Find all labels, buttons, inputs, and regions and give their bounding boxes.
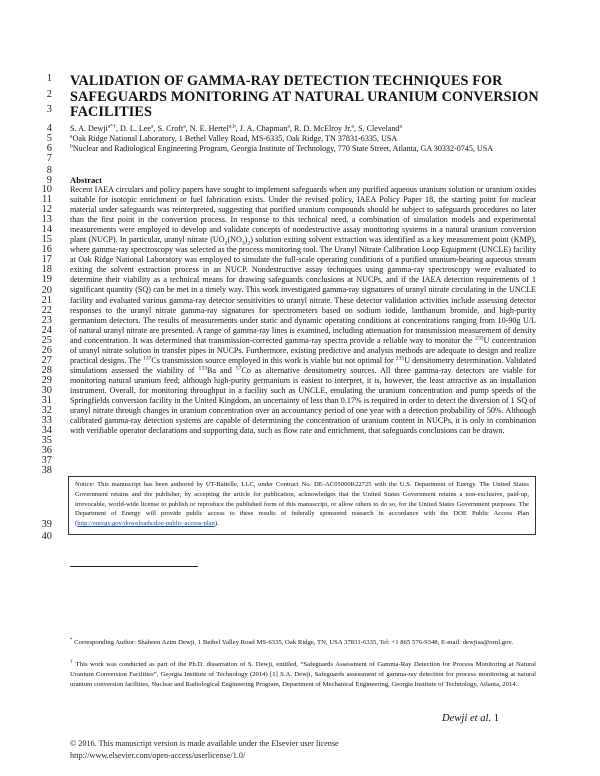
author-list (70, 124, 536, 134)
abstract-body: Recent IAEA circulars and policy papers have sought to implement safeguards when any purified aqueous uranium solution or uranium oxides suitable for isotopic enrichment or fuel fabrication exists. Under the revised policy, IAEA Policy Paper 18, the starting point for nuclear material under safeguards was reinterpreted, suggesting that purified uranium compounds should be subject to safeguards procedures no later than the first point in the conversion process. In response to this technical need, a combination of simulation models and experimental measurements were employed to develop and validate concepts of nondestructive assay monitoring systems in a natural uranium conversion plant (NUCP). In particular, uranyl nitrate $(UO_2(NO_3)_2)$ solution exiting solvent extraction was identified as a key measurement point (KMP), where gamma-ray spectroscopy was selected as the process monitoring tool. The Uranyl Nitrate Calibration Loop Equipment (UNCLE) facility at Oak Ridge National Laboratory was employed to simulate the full-scale operating conditions of a purified uranium-bearing aqueous stream exiting the solvent extraction process in an NUCP. Nondestructive assay techniques using gamma-ray spectroscopy were evaluated to determine their viability as a technical means for drawing safeguards conclusions at NUCPs, and if the IAEA detection requirements of 1 significant quantity (SQ) can be met in a timely way. This work investigated gamma-ray signatures of uranyl nitrate circulating in the UNCLE facility and evaluated various gamma-ray detector sensitivities to uranyl nitrate. These detector validation activities include assessing detector responses to the uranyl nitrate gamma-ray signatures for spectrometers based on sodium iodide, lanthanum bromide, and high-purity germanium detectors. The results of measurements under static and dynamic operating conditions at concentrations ranging from 10-90g U/L of natural uranyl nitrate are presented. A range of gamma-ray lines is examined, including attenuation for transmission measurement of density and concentration. It was determined that transmission-corrected gamma-ray spectra provide a reliable way to monitor the $^{235}$U concentration of uranyl nitrate solution in transfer pipes in NUCPs. Furthermore, existing predictive and analysis methods are adequate to design and realize practical designs. The $^{137}$Cs transmission source employed in this work is viable but not optimal for $^{235}$U densitometry determination. Validated simulations assessed the viability of $^{133}$Ba and $^{57}$Co as alternative densitometry sources. All three gamma-ray detectors are viable for monitoring natural uranium feed; although high-purity germanium is easiest to interpret, it is, however, the least attractive as an installation instrument. Overall, for monitoring throughput in a facility such as UNCLE, emulating the uranium concentration and pump speeds of the Springfields conversion facility in the United Kingdom, an uncertainty of less than 0.17% is required in order to detect the diversion of 1 SQ of uranyl nitrate through changes in uranium concentration over an accountancy period of one year with a detection probability of 50%. Although calibrated gamma-ray detection systems are capable of determining the concentration of uranium content in NUCPs, it is only in combination with verifiable operator declarations and supporting data, such as flow rate and enrichment, that safeguards conclusions can be drawn. (70, 185, 536, 436)
line-number: 21 (41, 294, 52, 306)
line-number: 19 (41, 274, 52, 286)
author-name: , S. Croft (153, 124, 184, 133)
line-number: 27 (41, 354, 52, 366)
author-affiliation-mark: a (287, 123, 290, 130)
line-number: 15 (41, 234, 52, 246)
line-number: 32 (41, 405, 52, 417)
line-number: 16 (41, 244, 52, 256)
footnote-corresponding-author: * Corresponding Author: Shaheen Azim Dewji, 1 Bethel Valley Road MS-6335, Oak Ridge, TN, USA 37831-6335, Tel: +1 865 576-9348, E-mail: dewjisa@ornl.gov. (70, 637, 514, 646)
author-name: , S. Cleveland (354, 124, 400, 133)
line-number: 40 (41, 531, 52, 542)
running-head-author: Dewji et al. (442, 713, 492, 724)
license-link[interactable]: http://www.elsevier.com/open-access/userlicense/1.0/ (70, 750, 246, 760)
line-number: 29 (41, 374, 52, 386)
line-number: 8 (46, 165, 52, 176)
line-number: 33 (41, 415, 52, 427)
author-name: , J. A. Chapman (235, 124, 288, 133)
line-number: 22 (41, 304, 52, 316)
abstract-heading: Abstract (70, 175, 102, 185)
line-number: 39 (41, 519, 52, 530)
affiliation-a: $^a$Oak Ridge National Laboratory, 1 Bethel Valley Road, MS-6335, Oak Ridge, TN 37831-6335, USA (70, 133, 398, 143)
line-number: 30 (41, 385, 52, 396)
line-number: 34 (41, 425, 52, 437)
author-affiliation-mark: a (151, 123, 154, 130)
line-number: 2 (46, 89, 52, 100)
license-footer (70, 738, 339, 761)
line-number: 36 (41, 445, 52, 457)
author-affiliation-mark: a (399, 123, 402, 130)
line-number: 35 (41, 435, 52, 447)
paper-title: VALIDATION OF GAMMA-RAY DETECTION TECHNIQUES FOR SAFEGUARDS MONITORING AT NATURAL URANIUM CONVERSION FACILITIES (70, 73, 539, 120)
line-number: 1 (46, 73, 52, 84)
line-number: 4 (46, 123, 52, 134)
author-affiliation-mark: a*† (107, 123, 116, 130)
footnote-dissertation: † This work was conducted as part of the Ph.D. dissertation of S. Dewji, entitled, “Safeguards Assessment of Gamma-Ray Detection for Process Monitoring at Natural Uranium Conversion Facilities”, Georgia Institute of Technology (2014) [1] S.A. Dewji, Safeguards assessment of gamma-ray detection for process monitoring at natural uranium conversion facilities, Nuclear and Radiological Engineering Program, Department of Mechanical Engineering, Georgia Institute of Technology, Atlanta, 2014.. (70, 659, 536, 688)
doe-notice-box: Notice: This manuscript has been authored by UT-Battelle, LLC, under Contract No. DE-AC05000R22725 with the U.S. Department of Energy. The United States Government retains and the publisher, by accepting the article for publication, acknowledges that the United States Government retains a non-exclusive, paid-up, irrevocable, world-wide license to publish or reproduce the published form of this manuscript, or allow others to do so, for the United States Government purposes. The Department of Energy will provide public access to these results of federally sponsored research in accordance with the DOE Public Access Plan (http://energy.gov/downloads/doe-public-access-plan). (68, 476, 536, 535)
line-number: 11 (41, 194, 52, 206)
line-number: 18 (41, 264, 52, 276)
line-number: 24 (41, 324, 52, 336)
footnote-separator (70, 566, 198, 567)
running-head (442, 713, 499, 724)
line-number: 25 (41, 334, 52, 346)
author-affiliation-mark: a (351, 123, 355, 130)
line-number: 31 (41, 395, 52, 407)
line-number: 7 (46, 153, 52, 164)
line-number: 23 (41, 314, 52, 326)
author-name: , D. L. Lee (115, 124, 152, 133)
author-affiliation-mark: a,b (228, 123, 236, 130)
author-affiliation-mark: a (183, 123, 186, 130)
line-number: 26 (41, 344, 52, 356)
line-number: 9 (46, 175, 52, 186)
line-number: 38 (41, 465, 52, 477)
line-number: 37 (41, 455, 52, 467)
line-number: 28 (41, 364, 52, 376)
author-name: , R. D. McElroy Jr. (289, 124, 352, 133)
author-name: , N. E. Hertel (185, 124, 229, 133)
author-name: S. A. Dewji (70, 124, 108, 133)
affiliation-b: $^b$Nuclear and Radiological Engineering Program, Georgia Institute of Technology, 770 State Street, Atlanta, GA 30332-0745, USA (70, 143, 494, 153)
doe-access-plan-link[interactable]: http://energy.gov/downloads/doe-public-access-plan (77, 520, 215, 528)
line-number: 5 (46, 133, 52, 144)
line-number: 6 (46, 143, 52, 154)
page-number: 1 (493, 713, 500, 724)
line-number: 20 (41, 284, 52, 296)
line-number: 17 (41, 254, 52, 266)
line-number: 10 (41, 184, 52, 195)
line-number: 12 (41, 204, 52, 216)
line-number: 14 (41, 224, 52, 236)
license-statement: © 2016. This manuscript version is made available under the Elsevier user license (70, 739, 339, 748)
line-number: 3 (46, 104, 52, 115)
line-number: 13 (41, 214, 52, 226)
